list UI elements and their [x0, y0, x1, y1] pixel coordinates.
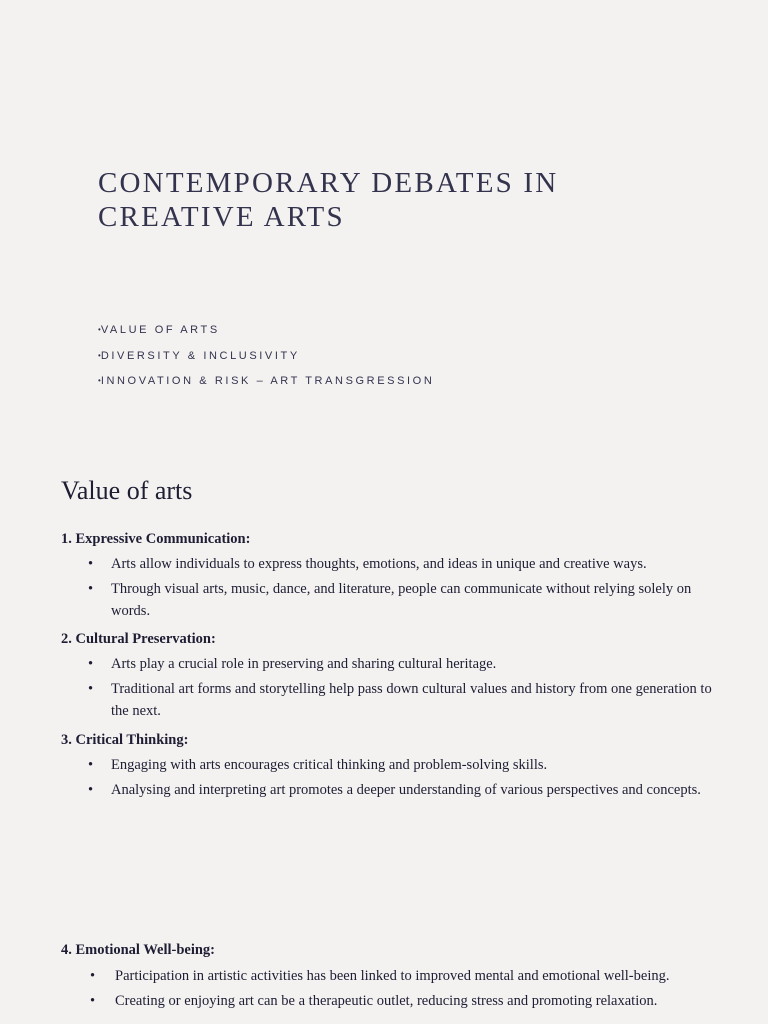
- title-slide: [0, 0, 768, 436]
- slide-title: [98, 166, 558, 234]
- topic-list: [98, 318, 434, 395]
- slide-title-line-1: CONTEMPORARY DEBATES IN: [98, 167, 559, 199]
- bullet-list-emotional-well-being: [90, 965, 750, 1015]
- list-item: [90, 965, 750, 987]
- bullet-text: Traditional art forms and storytelling help pass down cultural values and history from one generation to the next.: [111, 681, 712, 719]
- bullet-list-expressive-communication: [88, 553, 728, 625]
- bullet-glyph: •: [98, 350, 101, 360]
- bullet-text: Arts play a crucial role in preserving and sharing cultural heritage.: [111, 656, 497, 672]
- topic-item: [98, 369, 434, 395]
- slide-title-line-2: CREATIVE ARTS: [98, 201, 345, 233]
- bullet-glyph: •: [90, 993, 96, 1009]
- bullet-text: Participation in artistic activities has been linked to improved mental and emotional well-being.: [115, 968, 670, 984]
- bullet-text: Analysing and interpreting art promotes a deeper understanding of various perspectives and concepts.: [111, 782, 701, 798]
- bullet-glyph: •: [88, 681, 94, 697]
- bullet-list-critical-thinking: [88, 754, 728, 804]
- bullet-glyph: •: [88, 556, 94, 572]
- bullet-glyph: •: [98, 376, 101, 385]
- point-heading-emotional-well-being: 4. Emotional Well-being:: [61, 942, 216, 958]
- list-item: [88, 779, 728, 801]
- topic-label: VALUE OF ARTS: [100, 324, 220, 336]
- bullet-text: Arts allow individuals to express thoughts, emotions, and ideas in unique and creative ways.: [111, 556, 647, 572]
- bullet-text: Creating or enjoying art can be a therapeutic outlet, reducing stress and promoting relaxation.: [115, 993, 658, 1009]
- bullet-glyph: •: [88, 757, 94, 773]
- topic-label: INNOVATION & RISK – ART TRANSGRESSION: [100, 375, 435, 387]
- topic-item: [98, 318, 434, 344]
- list-item: [88, 678, 728, 722]
- section-heading: Value of arts: [61, 476, 193, 505]
- bullet-glyph: •: [88, 656, 94, 672]
- bullet-text: Engaging with arts encourages critical thinking and problem-solving skills.: [111, 757, 548, 773]
- bullet-glyph: •: [88, 782, 94, 798]
- list-item: [90, 990, 750, 1012]
- list-item: [88, 578, 728, 622]
- topic-item: [98, 344, 434, 370]
- point-heading-critical-thinking: 3. Critical Thinking:: [61, 732, 189, 748]
- bullet-text: Through visual arts, music, dance, and literature, people can communicate without relying solely on words.: [111, 581, 692, 619]
- point-heading-cultural-preservation: 2. Cultural Preservation:: [61, 631, 216, 647]
- list-item: [88, 553, 728, 575]
- list-item: [88, 653, 728, 675]
- point-heading-expressive-communication: 1. Expressive Communication:: [61, 531, 251, 547]
- bullet-glyph: •: [88, 581, 94, 597]
- list-item: [88, 754, 728, 776]
- bullet-glyph: •: [98, 325, 101, 334]
- bullet-glyph: •: [90, 968, 96, 984]
- topic-label: DIVERSITY & INCLUSIVITY: [100, 349, 300, 362]
- bullet-list-cultural-preservation: [88, 653, 728, 725]
- content-slide: [0, 436, 768, 1024]
